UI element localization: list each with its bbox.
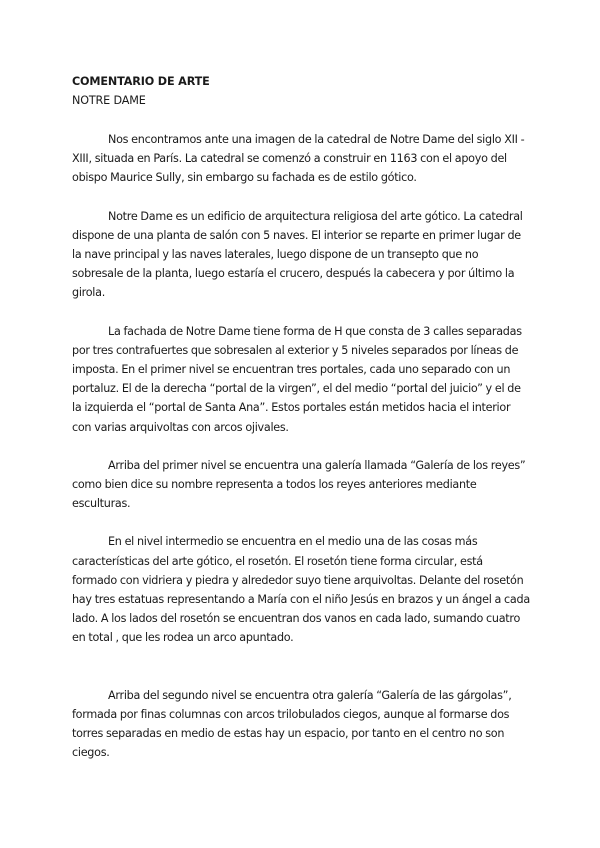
paragraph-gallery-of-gargoyles: Arriba del segundo nivel se encuentra otra galería “Galería de las gárgolas”, formada por finas columnas con arcos trilobulados ciegos, aunque al formarse dos torres separadas en medio de estas hay un espacio, por tanto en el centro no son ciegos. [72, 688, 512, 760]
paragraph-floor-plan: Notre Dame es un edificio de arquitectura religiosa del arte gótico. La catedral dispone de una planta de salón con 5 naves. El interior se reparte en primer lugar de la nave principal y las naves laterales, luego dispone de un transepto que no sobresale de la planta, luego estaría el crucero, después la cabecera y por último la girola. [72, 209, 523, 300]
document-title: COMENTARIO DE ARTE [72, 75, 210, 88]
document-subtitle: NOTRE DAME [72, 94, 146, 107]
document-page [72, 72, 530, 762]
paragraph-introduction: Nos encontramos ante una imagen de la catedral de Notre Dame del siglo XII - XIII, situada en París. La catedral se comenzó a construir en 1163 con el apoyo del obispo Maurice Sully, sin embargo su fachada es de estilo gótico. [72, 133, 525, 185]
paragraph-facade: La fachada de Notre Dame tiene forma de H que consta de 3 calles separadas por tres contrafuertes que sobresalen al exterior y 5 niveles separados por líneas de imposta. En el primer nivel se encuentran tres portales, cada uno separado con un portaluz. El de la derecha “portal de la virgen”, el del medio “portal del juicio” y el de la izquierda el “portal de Santa Ana”. Estos portales están metidos hacia el interior con varias arquivoltas con arcos ojivales. [72, 324, 522, 434]
paragraph-gallery-of-kings: Arriba del primer nivel se encuentra una galería llamada “Galería de los reyes” como bien dice su nombre representa a todos los reyes anteriores mediante esculturas. [72, 458, 526, 511]
paragraph-rose-window: En el nivel intermedio se encuentra en el medio una de las cosas más características del arte gótico, el rosetón. El rosetón tiene forma circular, está formado con vidriera y piedra y alrededor suyo tiene arquivoltas. Delante del rosetón hay tres estatuas representando a María con el niño Jesús en brazos y un ángel a cada lado. A los lados del rosetón se encuentran dos vanos en cada lado, sumando cuatro en total , que les rodea un arco apuntado. [72, 535, 530, 645]
